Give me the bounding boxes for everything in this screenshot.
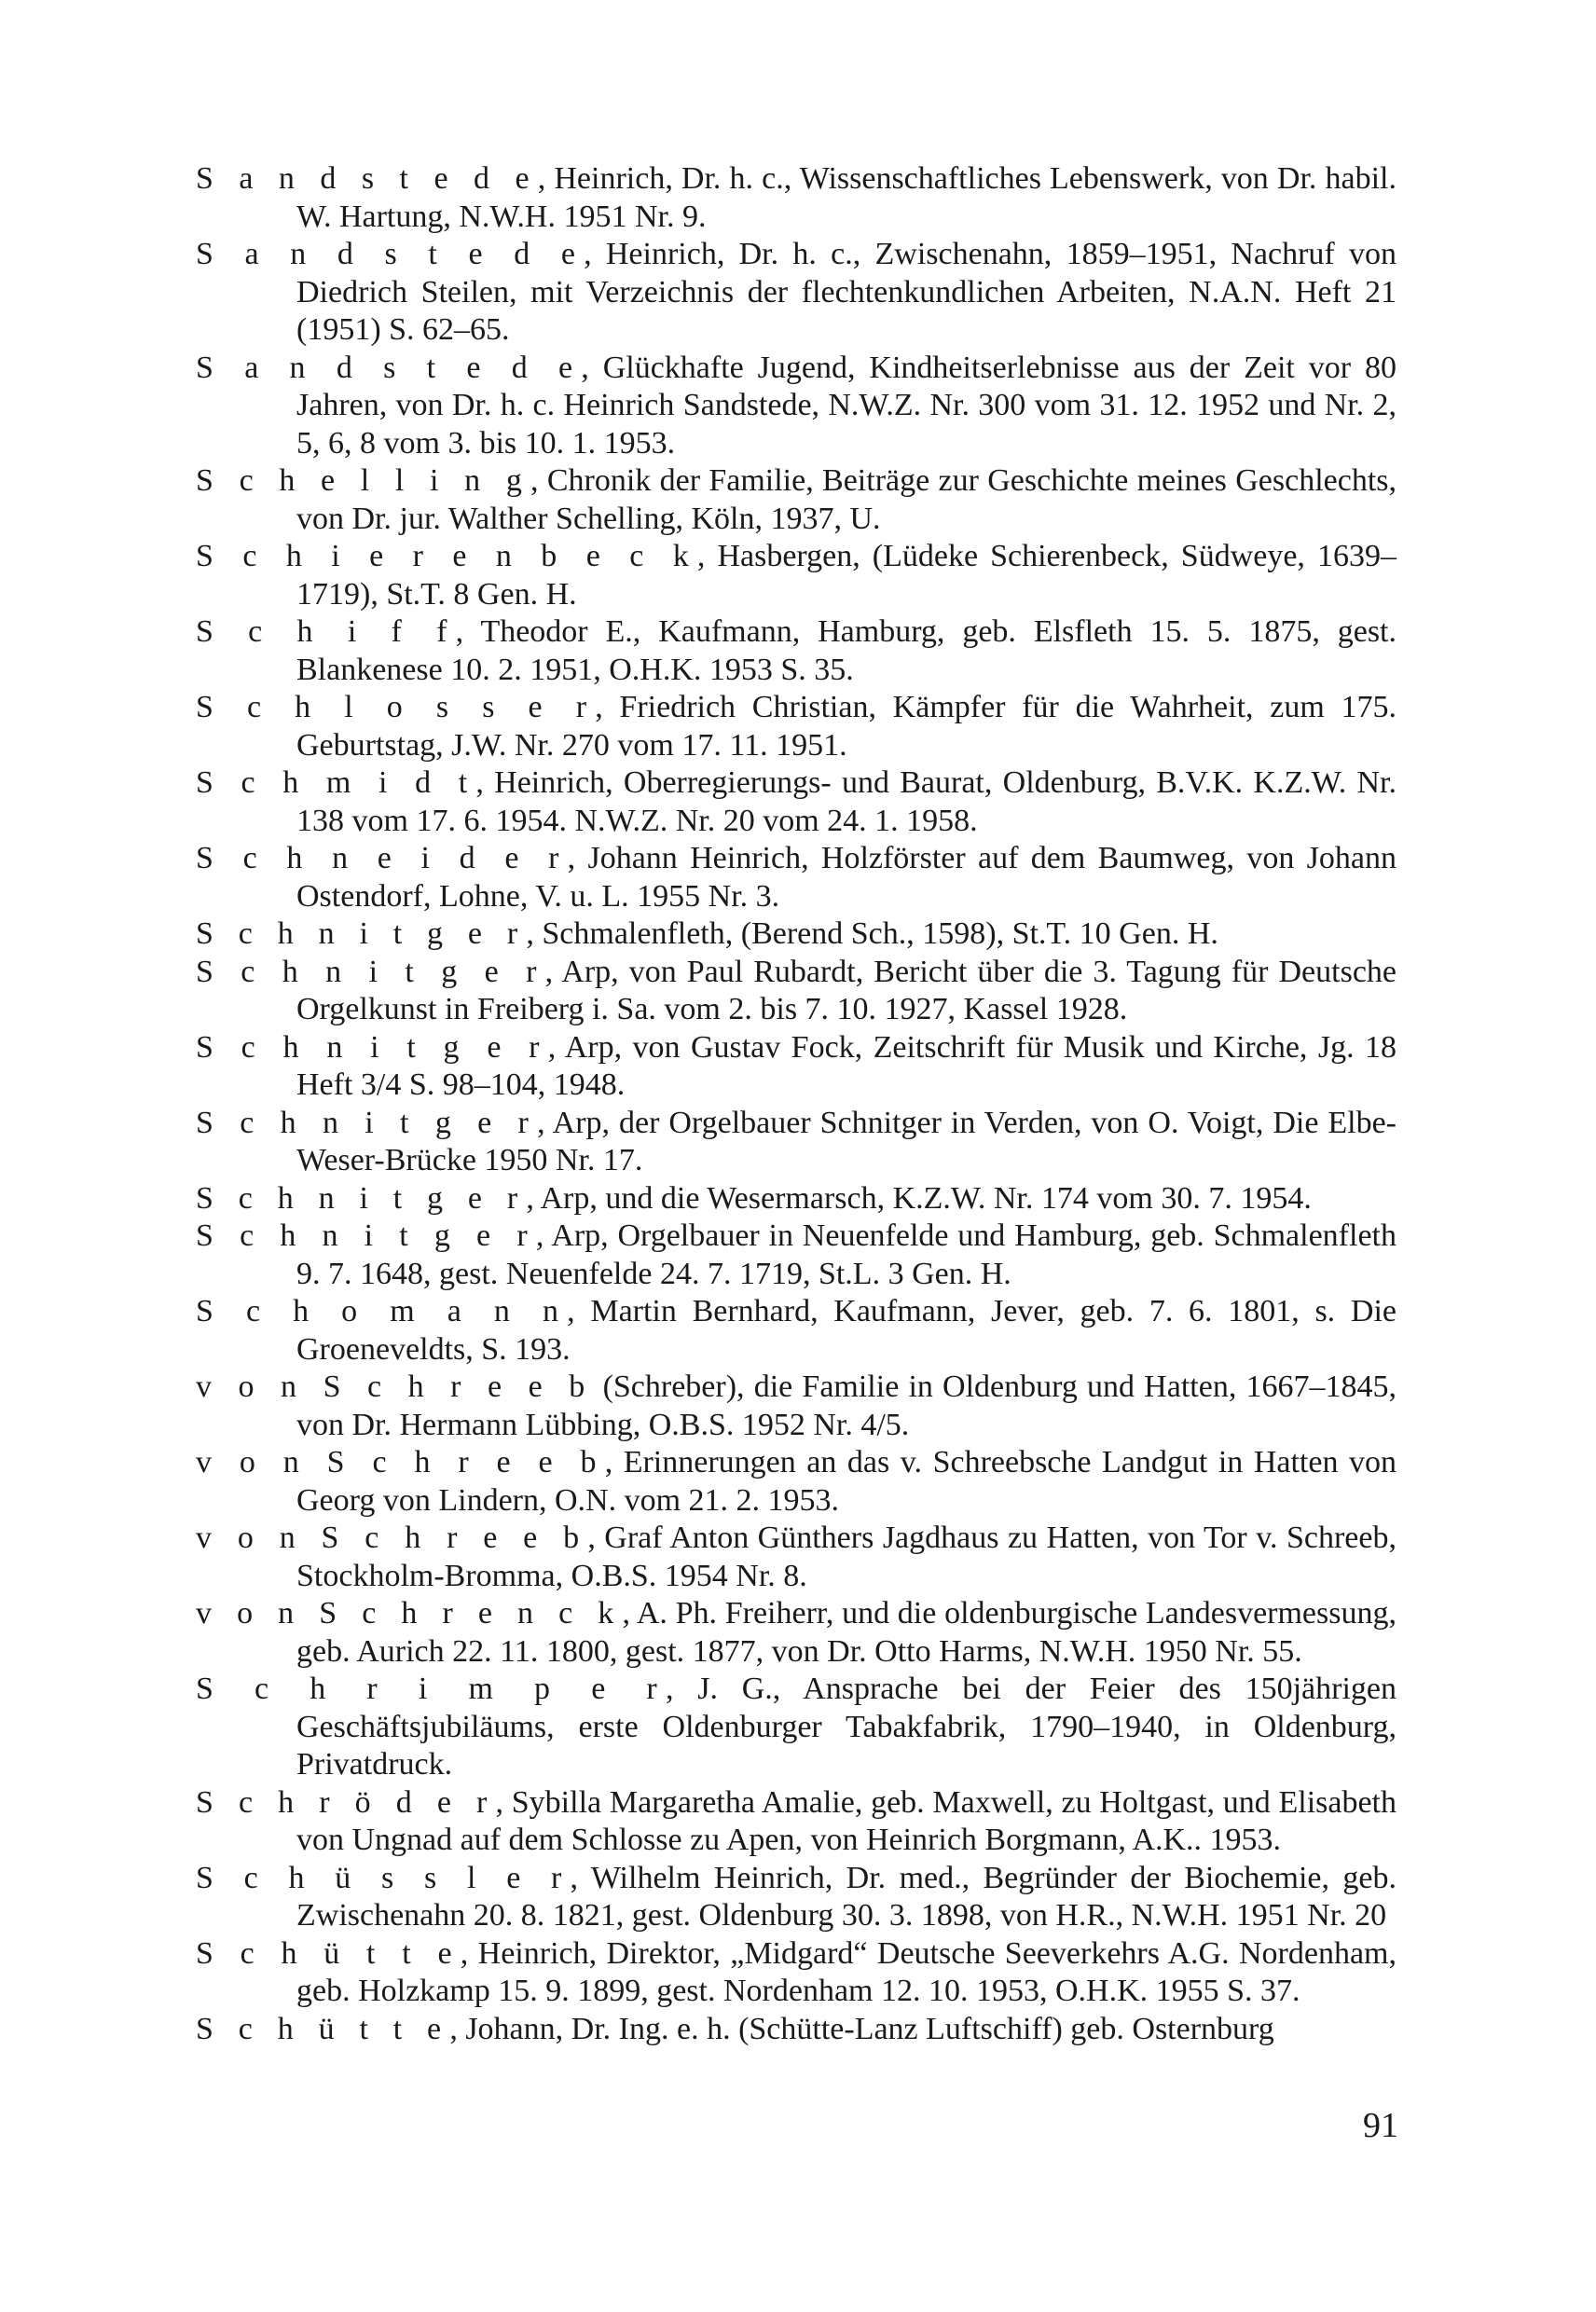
index-entry [196,1520,1396,1595]
index-entry [196,689,1396,764]
entry-text: , Heinrich, Dr. h. c., Wissenschaftliches Lebenswerk, von Dr. habil. W. Hartung, N.W.H. 1951 Nr. 9. [296,161,1396,234]
entry-text: , Johann Heinrich, Holzförster auf dem Baumweg, von Johann Ostendorf, Lohne, V. u. L. 1955 Nr. 3. [296,841,1396,914]
entry-text: , Friedrich Christian, Kämpfer für die Wahrheit, zum 175. Geburtstag, J.W. Nr. 270 vom 17. 11. 1951. [296,690,1396,763]
index-entry [196,1860,1396,1935]
index-entry [196,764,1396,840]
index-entry [196,350,1396,463]
entry-name: S c h r ö d e r [196,1784,496,1820]
index-entry [196,915,1396,954]
index-entry [196,840,1396,915]
entry-name: S c h m i d t [196,765,476,800]
entry-text: , Glückhafte Jugend, Kindheitserlebnisse aus der Zeit vor 80 Jahren, von Dr. h. c. Heinrich Sandstede, N.W.Z. Nr. 300 vom 31. 12. 1952 und Nr. 2, 5, 6, 8 vom 3. bis 10. 1. 1953. [296,350,1397,461]
index-entry [196,1180,1396,1218]
entry-text: , Arp, der Orgelbauer Schnitger in Verden, von O. Voigt, Die Elbe-Weser-Brücke 1950 Nr. 17. [296,1105,1396,1177]
index-entry [196,1369,1396,1444]
entry-text: , Hasbergen, (Lüdeke Schierenbeck, Südweye, 1639–1719), St.T. 8 Gen. H. [296,539,1396,612]
entry-name: S c h n i t g e r [196,1029,548,1065]
entry-text: , Arp, Orgelbauer in Neuenfelde und Hamburg, geb. Schmalenfleth 9. 7. 1648, gest. Neuenfelde 24. 7. 1719, St.L. 3 Gen. H. [296,1218,1396,1291]
index-entry [196,236,1396,350]
index-entry [196,160,1396,236]
entry-text: , Heinrich, Oberregierungs- und Baurat, Oldenburg, B.V.K. K.Z.W. Nr. 138 vom 17. 6. 1954. N.W.Z. Nr. 20 vom 24. 1. 1958. [296,765,1396,838]
entry-text: , Arp, von Gustav Fock, Zeitschrift für Musik und Kirche, Jg. 18 Heft 3/4 S. 98–104, 1948. [296,1029,1396,1102]
index-entry [196,1293,1396,1369]
entry-name: S c h o m a n n [196,1294,568,1328]
entry-text: (Schreber), die Familie in Oldenburg und Hatten, 1667–1845, von Dr. Hermann Lübbing, O.B.S. 1952 Nr. 4/5. [296,1369,1396,1442]
index-entry [196,1784,1396,1860]
entry-text: , Arp, und die Wesermarsch, K.Z.W. Nr. 174 vom 30. 7. 1954. [526,1180,1312,1216]
entry-name: S c h ü t t e [196,1935,461,1971]
entry-name: S c h i e r e n b e c k [196,539,697,573]
index-entry [196,1671,1396,1784]
entry-text: , Heinrich, Dr. h. c., Zwischenahn, 1859–1951, Nachruf von Diedrich Steilen, mit Verzeichnis der flechtenkundlichen Arbeiten, N.A.N. Heft 21 (1951) S. 62–65. [296,237,1396,347]
index-entry [196,613,1396,689]
entry-name: S a n d s t e d e [196,350,582,385]
entry-name: v o n S c h r e e b [196,1521,588,1555]
index-entry [196,538,1396,613]
entry-text: , Arp, von Paul Rubardt, Bericht über die 3. Tagung für Deutsche Orgelkunst in Freiberg i. Sa. vom 2. bis 7. 10. 1927, Kassel 1928. [296,954,1396,1026]
entry-text: , Graf Anton Günthers Jagdhaus zu Hatten, von Tor v. Schreeb, Stockholm-Bromma, O.B.S. 1954 Nr. 8. [296,1521,1396,1593]
entry-name: S c h ü t t e [196,2011,450,2046]
index-entry [196,1105,1396,1180]
entry-text: , Martin Bernhard, Kaufmann, Jever, geb. 7. 6. 1801, s. Die Groeneveldts, S. 193. [296,1294,1396,1367]
entry-text: , Wilhelm Heinrich, Dr. med., Begründer der Biochemie, geb. Zwischenahn 20. 8. 1821, gest. Oldenburg 30. 3. 1898, von H.R., N.W.H. 1951 Nr. 20 [296,1860,1396,1933]
entry-text: , Sybilla Margaretha Amalie, geb. Maxwell, zu Holtgast, und Elisabeth von Ungnad auf dem Schlosse zu Apen, von Heinrich Borgmann, A.K.. 1953. [296,1784,1396,1857]
entry-name: S c h i f f [196,614,456,649]
entry-name: S c h n e i d e r [196,841,568,875]
entry-text: , Theodor E., Kaufmann, Hamburg, geb. Elsfleth 15. 5. 1875, gest. Blankenese 10. 2. 1951, O.H.K. 1953 S. 35. [296,614,1397,687]
index-entry [196,2011,1396,2049]
entry-name: S c h l o s s e r [196,690,596,724]
entry-name: S c h ü s s l e r [196,1860,571,1895]
entry-name: v o n S c h r e e b [196,1369,594,1404]
entry-name: S c h e l l i n g [196,463,531,498]
entry-text: , Chronik der Familie, Beiträge zur Geschichte meines Geschlechts, von Dr. jur. Walther Schelling, Köln, 1937, U. [296,463,1396,536]
index-page-body [196,160,1396,2048]
index-entry [196,1935,1396,2011]
index-entry [196,1029,1396,1105]
entry-name: S a n d s t e d e [196,161,538,196]
entry-name: S c h n i t g e r [196,916,527,951]
entry-name: S c h n i t g e r [196,1105,538,1140]
entry-text: , J. G., Ansprache bei der Feier des 150jährigen Geschäftsjubiläums, erste Oldenburger Tabakfabrik, 1790–1940, in Oldenburg, Privatdruck. [296,1672,1396,1782]
entry-text: , Schmalenfleth, (Berend Sch., 1598), St.T. 10 Gen. H. [526,916,1218,951]
index-entry [196,462,1396,538]
entry-name: S c h n i t g e r [196,954,545,989]
entry-name: S c h n i t g e r [196,1218,536,1253]
entry-text: , Heinrich, Direktor, „Midgard“ Deutsche Seeverkehrs A.G. Nordenham, geb. Holzkamp 15. 9. 1899, gest. Nordenham 12. 10. 1953, O.H.K. 1955 S. 37. [296,1935,1396,2008]
index-entry [196,1444,1396,1520]
index-entry [196,954,1396,1029]
entry-name: S c h n i t g e r [196,1180,527,1216]
entry-name: v o n S c h r e n c k [196,1596,623,1631]
index-entry [196,1595,1396,1671]
entry-text: , Erinnerungen an das v. Schreebsche Landgut in Hatten von Georg von Lindern, O.N. vom 21. 2. 1953. [296,1445,1396,1518]
entry-text: , A. Ph. Freiherr, und die oldenburgische Landesvermessung, geb. Aurich 22. 11. 1800, gest. 1877, von Dr. Otto Harms, N.W.H. 1950 Nr. 55. [296,1596,1396,1669]
entry-name: v o n S c h r e e b [196,1445,605,1479]
index-entry [196,1218,1396,1293]
entry-name: S a n d s t e d e [196,237,585,271]
entry-name: S c h r i m p e r [196,1672,666,1706]
page-number: 91 [1363,2106,1398,2145]
entry-text: , Johann, Dr. Ing. e. h. (Schütte-Lanz Luftschiff) geb. Osternburg [449,2011,1274,2046]
